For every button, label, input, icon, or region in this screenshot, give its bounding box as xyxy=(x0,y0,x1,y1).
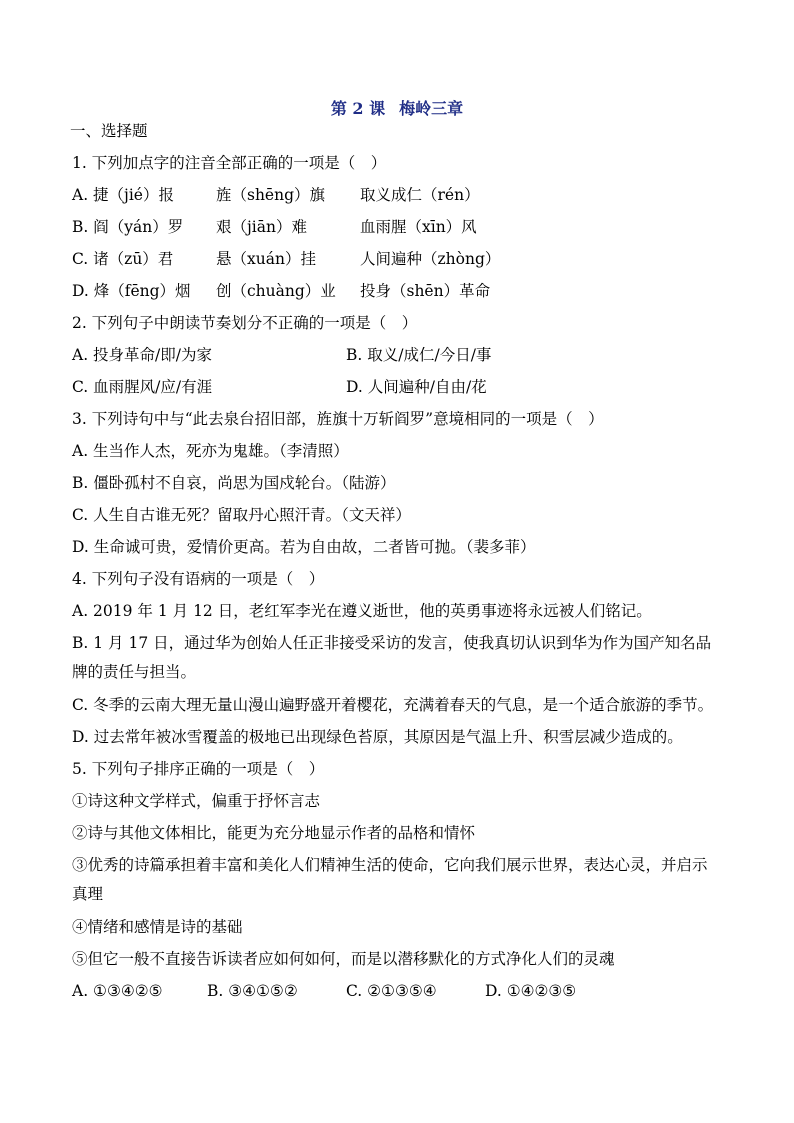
question-2-stem: 2. 下列句子中朗读节奏划分不正确的一项是（ ） xyxy=(72,314,418,332)
q1-option-c-1: C. 诸（zū）君 xyxy=(72,250,174,268)
q5-sentence-3-line2: 真理 xyxy=(72,885,104,903)
q1-option-c-2: 悬（xuán）挂 xyxy=(216,250,316,268)
q3-option-b: B. 僵卧孤村不自哀，尚思为国戍轮台。（陆游） xyxy=(72,474,396,492)
q1-option-a-2: 旌（shēng）旗 xyxy=(216,186,326,204)
question-4-stem: 4. 下列句子没有语病的一项是（ ） xyxy=(72,570,325,588)
section-heading: 一、选择题 xyxy=(70,122,148,140)
q1-option-d-1: D. 烽（fēng）烟 xyxy=(72,282,191,300)
q4-option-b-line1: B. 1 月 17 日，通过华为创始人任正非接受采访的发言，使我真切认识到华为作为国产知名品 xyxy=(72,634,712,652)
q5-sentence-5: ⑤但它一般不直接告诉读者应如何如何，而是以潜移默化的方式净化人们的灵魂 xyxy=(72,950,615,968)
q2-option-c: C. 血雨腥风/应/有涯 xyxy=(72,378,213,396)
q3-option-c: C. 人生自古谁无死？留取丹心照汗青。（文天祥） xyxy=(72,506,411,524)
q1-option-a-1: A. 捷（jié）报 xyxy=(72,186,174,204)
lesson-number: 第 2 课 xyxy=(330,99,386,118)
q1-option-b-1: B. 阎（yán）罗 xyxy=(72,218,184,236)
q2-option-a: A. 投身革命/即/为家 xyxy=(72,346,212,364)
q5-option-b: B. ③④①⑤② xyxy=(207,982,298,1000)
question-3-stem: 3. 下列诗句中与“此去泉台招旧部，旌旗十万斩阎罗”意境相同的一项是（ ） xyxy=(72,410,604,428)
q1-option-a-3: 取义成仁（rén） xyxy=(360,186,480,204)
q5-sentence-1: ①诗这种文学样式，偏重于抒怀言志 xyxy=(72,792,321,810)
question-5-stem: 5. 下列句子排序正确的一项是（ ） xyxy=(72,760,325,778)
q3-option-a: A. 生当作人杰，死亦为鬼雄。（李清照） xyxy=(72,442,349,460)
question-1-stem: 1. 下列加点字的注音全部正确的一项是（ ） xyxy=(72,154,387,172)
q1-option-d-3: 投身（shēn）革命 xyxy=(360,282,491,300)
q5-sentence-3-line1: ③优秀的诗篇承担着丰富和美化人们精神生活的使命，它向我们展示世界，表达心灵，并启示 xyxy=(72,856,708,874)
page-title xyxy=(0,96,794,119)
q1-option-c-3: 人间遍种（zhòng） xyxy=(360,250,501,268)
q5-sentence-2: ②诗与其他文体相比，能更为充分地显示作者的品格和情怀 xyxy=(72,824,476,842)
q5-option-a: A. ①③④②⑤ xyxy=(72,982,163,1000)
q5-option-d: D. ①④②③⑤ xyxy=(485,982,577,1000)
q4-option-b-line2: 牌的责任与担当。 xyxy=(72,663,197,681)
q3-option-d: D. 生命诚可贵，爱情价更高。若为自由故，二者皆可抛。（裴多菲） xyxy=(72,538,536,556)
q1-option-b-2: 艰（jiān）难 xyxy=(216,218,307,236)
q1-option-d-2: 创（chuàng）业 xyxy=(216,282,336,300)
q2-option-d: D. 人间遍种/自由/花 xyxy=(346,378,487,396)
q4-option-a: A. 2019 年 1 月 12 日，老红军李光在遵义逝世，他的英勇事迹将永远被人们铭记。 xyxy=(72,602,652,620)
q5-sentence-4: ④情绪和感情是诗的基础 xyxy=(72,918,243,936)
q4-option-d: D. 过去常年被冰雪覆盖的极地已出现绿色苔原，其原因是气温上升、积雪层减少造成的。 xyxy=(72,728,683,746)
q2-option-b: B. 取义/成仁/今日/事 xyxy=(346,346,492,364)
q4-option-c: C. 冬季的云南大理无量山漫山遍野盛开着樱花，充满着春天的气息，是一个适合旅游的季节。 xyxy=(72,696,714,714)
lesson-title: 梅岭三章 xyxy=(399,99,464,118)
q5-option-c: C. ②①③⑤④ xyxy=(346,982,437,1000)
q1-option-b-3: 血雨腥（xīn）风 xyxy=(360,218,477,236)
